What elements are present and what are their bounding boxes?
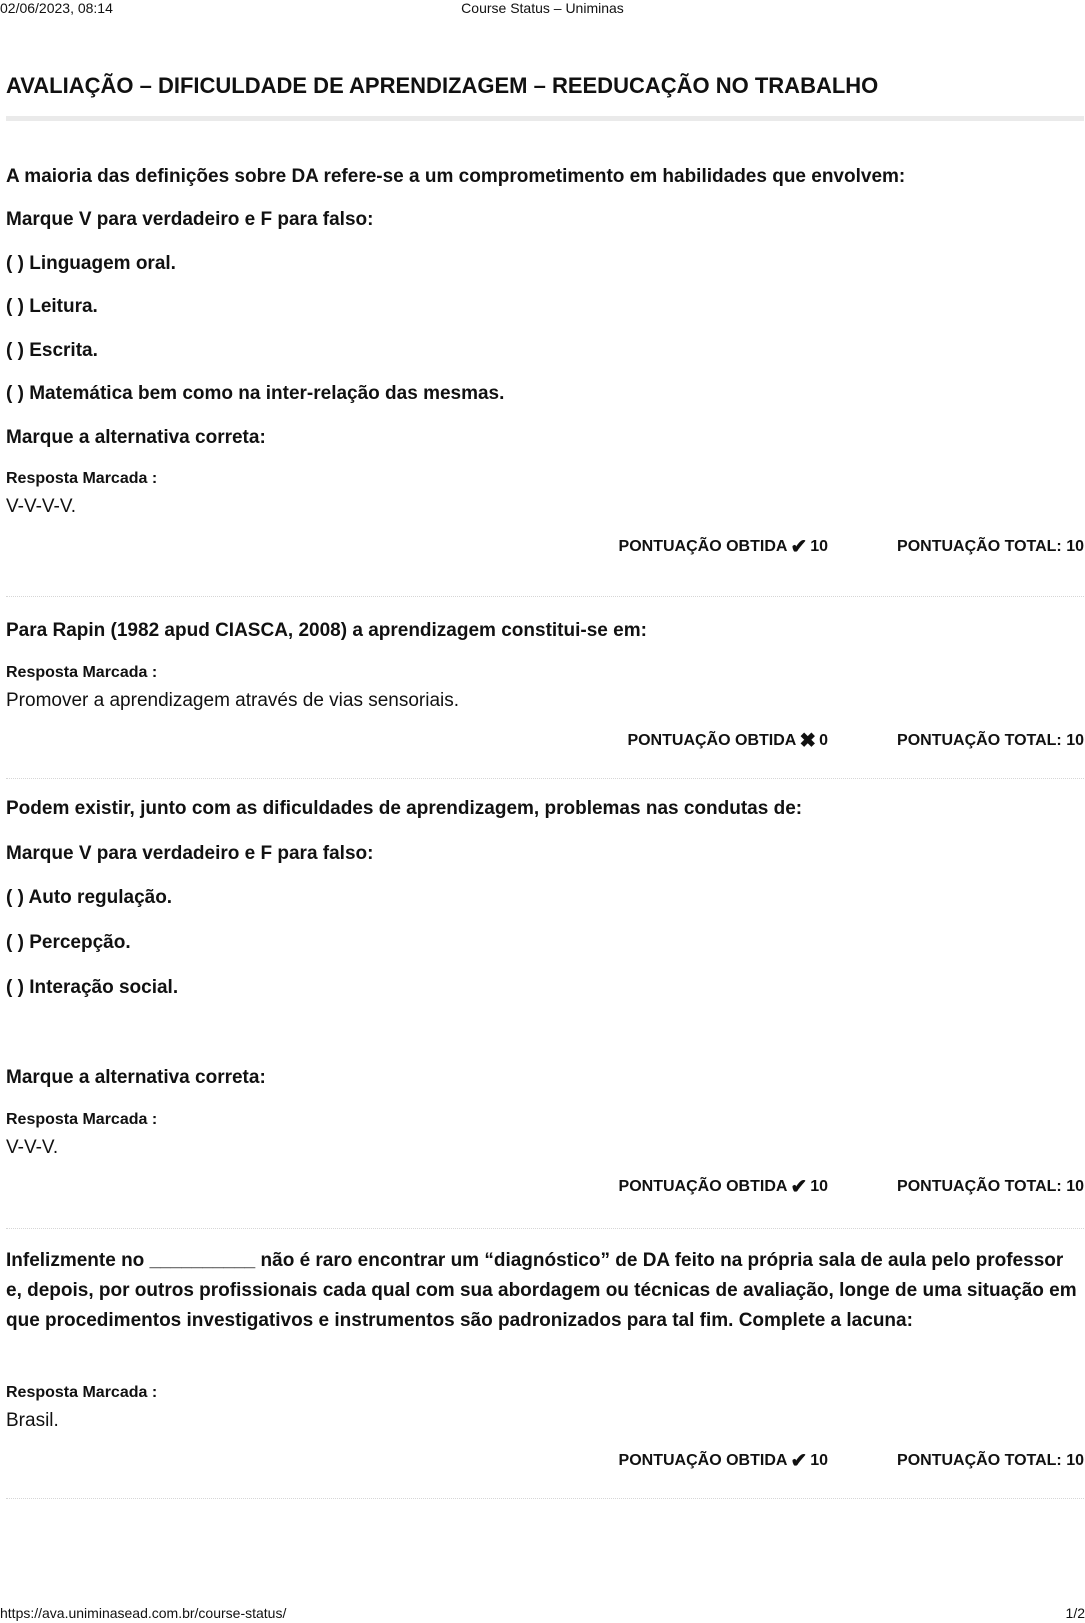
page-title: AVALIAÇÃO – DIFICULDADE DE APRENDIZAGEM – REEDUCAÇÃO NO TRABALHO bbox=[6, 73, 879, 98]
question-1-line: ( ) Matemática bem como na inter-relação das mesmas. bbox=[6, 383, 505, 404]
question-3-line: ( ) Percepção. bbox=[6, 932, 131, 953]
question-3-line: ( ) Interação social. bbox=[6, 977, 179, 998]
question-1-line: ( ) Escrita. bbox=[6, 340, 98, 361]
check-icon: ✔ bbox=[790, 1450, 808, 1472]
score-row bbox=[6, 1175, 1084, 1199]
question-4-text: Infelizmente no __________ não é raro encontrar um “diagnóstico” de DA feito na própria sala de aula pelo professor e, depois, por outros profissionais cada qual com sua abordagem ou técnicas de avaliação, longe de uma situação em que procedimentos investigativos e instrumentos são padronizados para tal fim. Complete a lacuna: bbox=[6, 1250, 1077, 1331]
score-obtained-label: PONTUAÇÃO OBTIDA bbox=[618, 1178, 788, 1195]
score-obtained-value: 0 bbox=[819, 732, 828, 749]
print-url: https://ava.uniminasead.com.br/course-status/ bbox=[0, 1605, 287, 1621]
print-page-number: 1/2 bbox=[1065, 1605, 1085, 1621]
score-row bbox=[6, 729, 1084, 753]
print-page-title: Course Status – Uniminas bbox=[461, 0, 624, 16]
question-2-line: Para Rapin (1982 apud CIASCA, 2008) a aprendizagem constitui-se em: bbox=[6, 620, 647, 641]
score-total: PONTUAÇÃO TOTAL: 10 bbox=[897, 538, 1084, 555]
question-3-line: ( ) Auto regulação. bbox=[6, 887, 173, 908]
question-separator bbox=[6, 1498, 1084, 1499]
question-1-line: A maioria das definições sobre DA refere-se a um comprometimento em habilidades que envolvem: bbox=[6, 166, 906, 187]
question-separator bbox=[6, 778, 1084, 779]
question-3-line: Marque V para verdadeiro e F para falso: bbox=[6, 843, 374, 864]
question-separator bbox=[6, 1228, 1084, 1229]
print-datetime: 02/06/2023, 08:14 bbox=[0, 0, 113, 16]
score-obtained bbox=[619, 535, 828, 559]
score-total: PONTUAÇÃO TOTAL: 10 bbox=[897, 1452, 1084, 1469]
score-total: PONTUAÇÃO TOTAL: 10 bbox=[897, 732, 1084, 749]
response-value: Brasil. bbox=[6, 1410, 59, 1431]
response-label: Resposta Marcada : bbox=[6, 1111, 158, 1128]
score-row bbox=[6, 1449, 1084, 1473]
response-value: V-V-V-V. bbox=[6, 496, 77, 517]
score-total: PONTUAÇÃO TOTAL: 10 bbox=[897, 1178, 1084, 1195]
cross-icon: ✖ bbox=[799, 730, 817, 752]
score-obtained-value: 10 bbox=[810, 1178, 828, 1195]
check-icon: ✔ bbox=[790, 536, 808, 558]
score-obtained-label: PONTUAÇÃO OBTIDA bbox=[618, 538, 788, 555]
score-row bbox=[6, 535, 1084, 559]
question-1-line: ( ) Leitura. bbox=[6, 296, 98, 317]
response-label: Resposta Marcada : bbox=[6, 1384, 158, 1401]
question-3-line: Marque a alternativa correta: bbox=[6, 1067, 266, 1088]
response-value: Promover a aprendizagem através de vias sensoriais. bbox=[6, 690, 460, 711]
title-divider bbox=[6, 116, 1084, 121]
question-1-line: Marque a alternativa correta: bbox=[6, 427, 266, 448]
score-obtained-label: PONTUAÇÃO OBTIDA bbox=[618, 1452, 788, 1469]
score-obtained-value: 10 bbox=[810, 538, 828, 555]
score-obtained-label: PONTUAÇÃO OBTIDA bbox=[627, 732, 797, 749]
question-3-line: Podem existir, junto com as dificuldades de aprendizagem, problemas nas condutas de: bbox=[6, 798, 803, 819]
question-1-line: ( ) Linguagem oral. bbox=[6, 253, 176, 274]
response-label: Resposta Marcada : bbox=[6, 664, 158, 681]
score-obtained-value: 10 bbox=[810, 1452, 828, 1469]
score-obtained bbox=[627, 729, 828, 753]
response-label: Resposta Marcada : bbox=[6, 470, 158, 487]
score-obtained bbox=[619, 1449, 828, 1473]
print-header bbox=[0, 0, 1085, 18]
question-1-line: Marque V para verdadeiro e F para falso: bbox=[6, 209, 374, 230]
print-footer bbox=[0, 1605, 1085, 1623]
question-separator bbox=[6, 596, 1084, 597]
score-obtained bbox=[619, 1175, 828, 1199]
response-value: V-V-V. bbox=[6, 1137, 59, 1158]
check-icon: ✔ bbox=[790, 1176, 808, 1198]
